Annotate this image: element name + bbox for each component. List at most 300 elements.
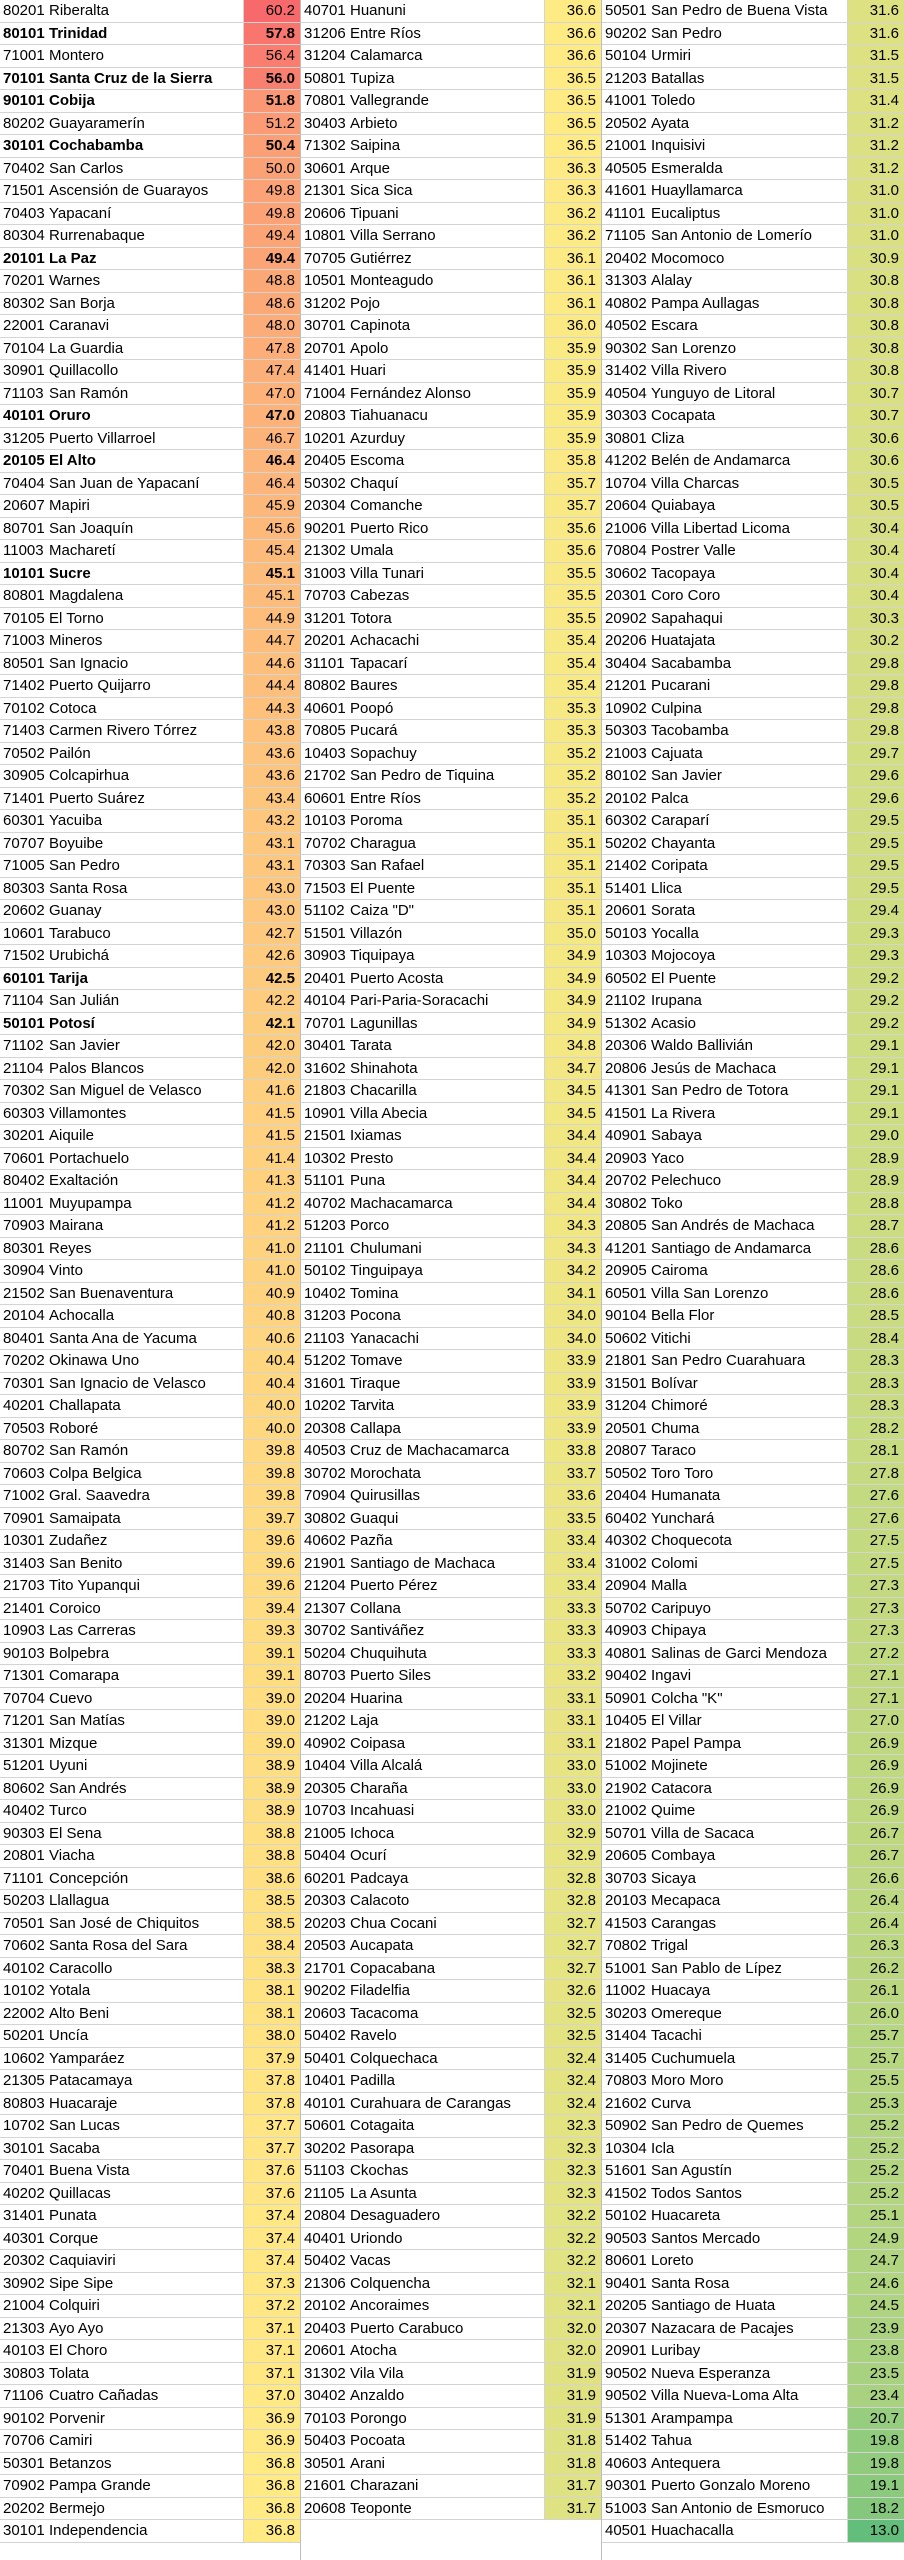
municipality-value: 33.9 (544, 1350, 601, 1372)
municipality-name: Puerto Acosta (350, 969, 444, 987)
municipality-value: 33.1 (544, 1733, 601, 1755)
municipality-name: Eucaliptus (651, 204, 721, 222)
municipality-name: Huayllamarca (651, 182, 743, 199)
municipality-name: Coro Coro (651, 587, 721, 604)
municipality-name: Omereque (651, 2004, 722, 2022)
municipality-name: Tarata (350, 1037, 392, 1054)
municipality-name: Sopachuy (350, 744, 417, 762)
municipality-code: 31601 (304, 1374, 346, 1392)
municipality-code: 20605 (605, 1847, 647, 1864)
table-row (301, 180, 601, 203)
municipality-value: 30.6 (847, 428, 904, 450)
municipality-value: 38.1 (243, 1980, 300, 2002)
table-row (301, 675, 601, 698)
table-row (0, 1440, 300, 1463)
municipality-value: 29.2 (847, 968, 904, 990)
municipality-name: Santiago de Machaca (350, 1554, 496, 1572)
municipality-name: Vallegrande (350, 92, 429, 109)
municipality-value: 30.4 (847, 540, 904, 562)
municipality-code: 80701 (3, 519, 45, 537)
table-row (301, 1080, 601, 1103)
table-row (602, 630, 904, 653)
table-row (602, 2430, 904, 2453)
municipality-code: 40503 (304, 1442, 346, 1459)
table-row (301, 1103, 601, 1126)
municipality-name: Santa Rosa (651, 2274, 730, 2292)
municipality-value: 56.4 (243, 45, 300, 67)
municipality-code: 70404 (3, 474, 45, 492)
municipality-value: 31.0 (847, 180, 904, 202)
municipality-code: 80702 (3, 1442, 45, 1459)
municipality-name: Tiahuanacu (350, 407, 428, 424)
table-row (301, 338, 601, 361)
municipality-name: Mapiri (49, 497, 90, 514)
municipality-code: 30501 (304, 2454, 346, 2472)
municipality-value: 35.9 (544, 338, 601, 360)
table-row (0, 0, 300, 23)
municipality-value: 41.0 (243, 1238, 300, 1260)
table-row (602, 1283, 904, 1306)
municipality-value: 36.1 (544, 270, 601, 292)
municipality-name: Cliza (651, 429, 685, 447)
table-row (602, 1958, 904, 1981)
municipality-name: Riberalta (49, 2, 110, 19)
table-row (602, 1260, 904, 1283)
municipality-name: Colquencha (350, 2274, 431, 2292)
municipality-code: 31003 (304, 564, 346, 582)
municipality-value: 24.5 (847, 2295, 904, 2317)
table-row (602, 1080, 904, 1103)
municipality-name: Tupiza (350, 69, 395, 87)
municipality-value: 35.8 (544, 450, 601, 472)
table-row (301, 495, 601, 518)
municipality-name: Quirusillas (350, 1487, 421, 1504)
municipality-code: 40301 (3, 2229, 45, 2247)
table-row (301, 2475, 601, 2498)
table-row (0, 1170, 300, 1193)
municipality-name: Tomave (350, 1352, 403, 1369)
municipality-code: 10101 (3, 564, 45, 582)
municipality-code: 90102 (3, 2409, 45, 2427)
municipality-name: Yamparáez (49, 2049, 125, 2067)
municipality-value: 50.4 (243, 135, 300, 157)
municipality-code: 31203 (304, 1307, 346, 1324)
table-row (301, 1845, 601, 1868)
municipality-name: Puerto Quijarro (49, 677, 151, 694)
municipality-value: 51.8 (243, 90, 300, 112)
table-row (301, 1350, 601, 1373)
municipality-name: Vacas (350, 2252, 391, 2269)
municipality-code: 71302 (304, 137, 346, 154)
municipality-name: Villa Abecia (350, 1104, 428, 1122)
municipality-name: Roboré (49, 1419, 99, 1437)
municipality-value: 42.0 (243, 1058, 300, 1080)
municipality-value: 36.1 (544, 248, 601, 270)
municipality-name: Portachuelo (49, 1149, 130, 1167)
municipality-name: Montero (49, 47, 105, 64)
municipality-code: 50404 (304, 1847, 346, 1864)
table-row (301, 1890, 601, 1913)
table-row (0, 810, 300, 833)
municipality-code: 20601 (605, 902, 647, 919)
municipality-name: San Ramón (49, 384, 129, 402)
municipality-code: 51402 (605, 2432, 647, 2449)
municipality-name: Bolívar (651, 1374, 698, 1392)
municipality-name: Challapata (49, 1397, 121, 1414)
table-row (301, 518, 601, 541)
municipality-name: Colquiri (49, 2297, 100, 2314)
municipality-value: 34.0 (544, 1305, 601, 1327)
municipality-name: Tiraque (350, 1374, 401, 1392)
municipality-name: Carmen Rivero Tórrez (49, 722, 198, 739)
table-row (301, 1373, 601, 1396)
municipality-code: 30101 (3, 2522, 45, 2539)
municipality-name: Uyuni (49, 1757, 88, 1774)
table-row (301, 1238, 601, 1261)
table-row (0, 765, 300, 788)
municipality-value: 45.4 (243, 540, 300, 562)
municipality-value: 29.5 (847, 855, 904, 877)
table-row (0, 315, 300, 338)
table-row (602, 158, 904, 181)
municipality-name: Caiza "D" (350, 902, 414, 919)
municipality-code: 20905 (605, 1262, 647, 1279)
municipality-code: 21306 (304, 2274, 346, 2292)
municipality-value: 37.8 (243, 2093, 300, 2115)
municipality-code: 50401 (304, 2049, 346, 2067)
table-row (301, 1305, 601, 1328)
table-row (301, 2318, 601, 2341)
table-row (0, 1530, 300, 1553)
municipality-name: Llica (651, 879, 682, 897)
municipality-value: 37.4 (243, 2250, 300, 2272)
table-row (602, 1193, 904, 1216)
municipality-code: 51101 (304, 1172, 345, 1189)
municipality-name: Tarvita (350, 1397, 395, 1414)
municipality-name: Huatajata (651, 632, 716, 649)
municipality-code: 90104 (605, 1307, 647, 1324)
municipality-code: 10202 (304, 1397, 346, 1414)
municipality-name: Papel Pampa (651, 1734, 742, 1752)
municipality-name: Turco (49, 1802, 87, 1819)
municipality-code: 20606 (304, 204, 346, 222)
municipality-code: 51102 (304, 902, 345, 919)
table-row (0, 2273, 300, 2296)
municipality-value: 24.7 (847, 2250, 904, 2272)
municipality-code: 20401 (304, 969, 346, 987)
municipality-value: 40.4 (243, 1350, 300, 1372)
municipality-value: 39.7 (243, 1508, 300, 1530)
table-row (301, 1260, 601, 1283)
municipality-name: Vitichi (651, 1329, 691, 1347)
municipality-code: 20405 (304, 452, 346, 469)
municipality-name: Magdalena (49, 587, 124, 604)
table-row (301, 585, 601, 608)
municipality-name: Comarapa (49, 1667, 120, 1684)
table-row (602, 2205, 904, 2228)
municipality-code: 10401 (304, 2072, 346, 2089)
table-row (0, 1373, 300, 1396)
municipality-name: Chuquihuta (350, 1644, 427, 1662)
municipality-code: 71403 (3, 722, 45, 739)
table-row (602, 1125, 904, 1148)
table-row (0, 68, 300, 91)
municipality-code: 51202 (304, 1352, 346, 1369)
municipality-code: 71301 (3, 1667, 45, 1684)
municipality-value: 36.6 (544, 0, 601, 22)
municipality-value: 30.4 (847, 563, 904, 585)
municipality-value: 32.4 (544, 2093, 601, 2115)
municipality-name: Mocomoco (651, 249, 725, 267)
municipality-name: Chipaya (651, 1622, 707, 1639)
municipality-name: Las Carreras (49, 1622, 136, 1639)
table-row (602, 1103, 904, 1126)
municipality-value: 39.0 (243, 1733, 300, 1755)
municipality-value: 35.7 (544, 473, 601, 495)
municipality-name: Pailón (49, 744, 91, 762)
municipality-code: 51201 (3, 1757, 45, 1774)
table-row (602, 1733, 904, 1756)
table-row (301, 788, 601, 811)
municipality-code: 60601 (304, 789, 346, 807)
table-row (602, 1170, 904, 1193)
municipality-value: 28.9 (847, 1170, 904, 1192)
municipality-code: 31403 (3, 1554, 45, 1572)
municipality-name: Yocalla (651, 924, 699, 942)
table-row (0, 990, 300, 1013)
municipality-code: 70702 (304, 834, 346, 852)
municipality-code: 80102 (605, 767, 647, 784)
municipality-code: 10303 (605, 947, 647, 964)
municipality-code: 70103 (304, 2409, 346, 2427)
municipality-value: 23.9 (847, 2318, 904, 2340)
municipality-code: 50701 (605, 1824, 647, 1842)
municipality-code: 71106 (3, 2387, 44, 2404)
municipality-value: 38.3 (243, 1958, 300, 1980)
municipality-code: 20804 (304, 2207, 346, 2224)
municipality-value: 36.2 (544, 225, 601, 247)
municipality-value: 57.8 (243, 23, 300, 45)
table-row (301, 1463, 601, 1486)
municipality-name: San Buenaventura (49, 1284, 174, 1302)
municipality-code: 30201 (3, 1127, 45, 1144)
municipality-code: 31602 (304, 1059, 346, 1077)
municipality-code: 70602 (3, 1937, 45, 1954)
municipality-name: Cobija (49, 92, 95, 109)
municipality-code: 20203 (304, 1914, 346, 1932)
municipality-code: 20608 (304, 2499, 346, 2517)
municipality-name: Caranavi (49, 317, 110, 334)
municipality-value: 37.6 (243, 2160, 300, 2182)
municipality-value: 31.6 (847, 23, 904, 45)
table-row (301, 1688, 601, 1711)
table-row (301, 990, 601, 1013)
table-row (602, 720, 904, 743)
municipality-value: 43.0 (243, 878, 300, 900)
municipality-value: 29.0 (847, 1125, 904, 1147)
municipality-code: 21802 (605, 1734, 647, 1752)
municipality-value: 23.5 (847, 2363, 904, 2385)
municipality-value: 37.4 (243, 2205, 300, 2227)
table-row (0, 1080, 300, 1103)
municipality-value: 39.6 (243, 1530, 300, 1552)
municipality-name: Trigal (651, 1937, 688, 1954)
municipality-code: 70802 (605, 1937, 647, 1954)
municipality-value: 39.8 (243, 1440, 300, 1462)
municipality-code: 71102 (3, 1037, 44, 1054)
municipality-value: 30.9 (847, 248, 904, 270)
municipality-value: 36.9 (243, 2408, 300, 2430)
municipality-value: 39.6 (243, 1553, 300, 1575)
municipality-value: 30.7 (847, 405, 904, 427)
municipality-name: Chua Cocani (350, 1914, 437, 1932)
municipality-value: 42.7 (243, 923, 300, 945)
municipality-name: Zudañez (49, 1532, 108, 1549)
table-row (602, 1373, 904, 1396)
municipality-name: Nueva Esperanza (651, 2364, 771, 2382)
municipality-code: 21702 (304, 767, 346, 784)
municipality-name: Irupana (651, 992, 702, 1009)
municipality-value: 28.4 (847, 1328, 904, 1350)
table-row (602, 1823, 904, 1846)
municipality-value: 25.5 (847, 2070, 904, 2092)
municipality-name: Arampampa (651, 2409, 733, 2427)
municipality-value: 40.0 (243, 1418, 300, 1440)
municipality-name: Yanacachi (350, 1329, 419, 1347)
municipality-name: Catacora (651, 1779, 712, 1797)
municipality-code: 41201 (605, 1239, 647, 1257)
municipality-value: 35.9 (544, 428, 601, 450)
municipality-name: Curahuara de Carangas (350, 2094, 511, 2112)
municipality-name: Postrer Valle (651, 542, 736, 559)
municipality-code: 70202 (3, 1352, 45, 1369)
municipality-value: 32.7 (544, 1935, 601, 1957)
municipality-code: 70704 (3, 1689, 45, 1707)
municipality-value: 45.6 (243, 518, 300, 540)
municipality-code: 40402 (3, 1802, 45, 1819)
municipality-name: San Rafael (350, 857, 425, 874)
municipality-name: Huacaya (651, 1982, 711, 1999)
municipality-name: San Andrés de Machaca (651, 1217, 815, 1234)
table-row (301, 68, 601, 91)
municipality-code: 50402 (304, 2252, 346, 2269)
municipality-name: Padilla (350, 2072, 396, 2089)
municipality-name: Buena Vista (49, 2162, 130, 2179)
municipality-value: 30.4 (847, 518, 904, 540)
municipality-value: 32.5 (544, 2025, 601, 2047)
municipality-code: 20904 (605, 1577, 647, 1594)
municipality-value: 37.6 (243, 2183, 300, 2205)
municipality-name: Camiri (49, 2432, 93, 2449)
municipality-value: 37.7 (243, 2115, 300, 2137)
municipality-code: 70707 (3, 834, 45, 852)
table-row (0, 540, 300, 563)
table-row (0, 428, 300, 451)
municipality-value: 38.1 (243, 2003, 300, 2025)
municipality-code: 80201 (3, 2, 45, 19)
municipality-name: Tomina (350, 1284, 399, 1302)
table-row (0, 675, 300, 698)
municipality-value: 32.1 (544, 2295, 601, 2317)
municipality-code: 30203 (605, 2004, 647, 2022)
municipality-value: 27.6 (847, 1485, 904, 1507)
table-row (0, 1710, 300, 1733)
table-row (602, 1755, 904, 1778)
table-row (301, 698, 601, 721)
table-row (602, 855, 904, 878)
municipality-name: Santa Rosa (49, 879, 128, 897)
municipality-code: 40505 (605, 159, 647, 177)
municipality-value: 37.2 (243, 2295, 300, 2317)
table-row (0, 45, 300, 68)
table-row (0, 1305, 300, 1328)
municipality-value: 45.9 (243, 495, 300, 517)
table-row (301, 23, 601, 46)
municipality-code: 20306 (605, 1037, 647, 1054)
table-row (301, 1125, 601, 1148)
municipality-value: 29.4 (847, 900, 904, 922)
municipality-name: Chacarilla (350, 1082, 417, 1099)
table-row (0, 2340, 300, 2363)
municipality-code: 20201 (304, 632, 346, 649)
municipality-code: 20206 (605, 632, 647, 649)
table-row (602, 1530, 904, 1553)
municipality-name: Tapacarí (350, 654, 408, 672)
municipality-name: Villa Nueva-Loma Alta (651, 2387, 799, 2404)
municipality-name: Yunguyo de Litoral (651, 384, 776, 402)
municipality-code: 10302 (304, 1149, 346, 1167)
municipality-name: Warnes (49, 272, 101, 289)
table-row (0, 2318, 300, 2341)
municipality-name: Sicaya (651, 1869, 697, 1887)
municipality-code: 40104 (304, 992, 346, 1009)
table-row (301, 248, 601, 271)
municipality-code: 40602 (304, 1532, 346, 1549)
municipality-value: 27.0 (847, 1710, 904, 1732)
municipality-value: 33.9 (544, 1395, 601, 1417)
municipality-name: Mecapaca (651, 1892, 721, 1909)
municipality-value: 37.7 (243, 2138, 300, 2160)
municipality-name: Puerto Suárez (49, 789, 145, 807)
municipality-code: 80602 (3, 1779, 45, 1797)
municipality-name: Tito Yupanqui (49, 1577, 140, 1594)
municipality-code: 21201 (605, 677, 647, 694)
table-row (602, 698, 904, 721)
municipality-name: Tolata (49, 2364, 90, 2382)
municipality-value: 48.0 (243, 315, 300, 337)
municipality-code: 50101 (3, 1014, 45, 1032)
municipality-code: 21102 (605, 992, 646, 1009)
table-row (602, 135, 904, 158)
municipality-name: Yaco (651, 1149, 685, 1167)
municipality-code: 90103 (3, 1644, 45, 1662)
municipality-value: 32.8 (544, 1890, 601, 1912)
municipality-code: 21101 (304, 1239, 345, 1257)
municipality-code: 20501 (605, 1419, 647, 1437)
municipality-code: 60402 (605, 1509, 647, 1527)
municipality-value: 27.3 (847, 1575, 904, 1597)
municipality-code: 71103 (3, 384, 44, 402)
municipality-name: Tarija (49, 969, 88, 987)
municipality-value: 49.4 (243, 248, 300, 270)
table-row (301, 1215, 601, 1238)
municipality-code: 40801 (605, 1644, 647, 1662)
municipality-name: Charaña (350, 1779, 408, 1797)
table-row (0, 923, 300, 946)
municipality-code: 30802 (304, 1509, 346, 1527)
municipality-name: Comanche (350, 497, 423, 514)
municipality-name: Patacamaya (49, 2072, 133, 2089)
